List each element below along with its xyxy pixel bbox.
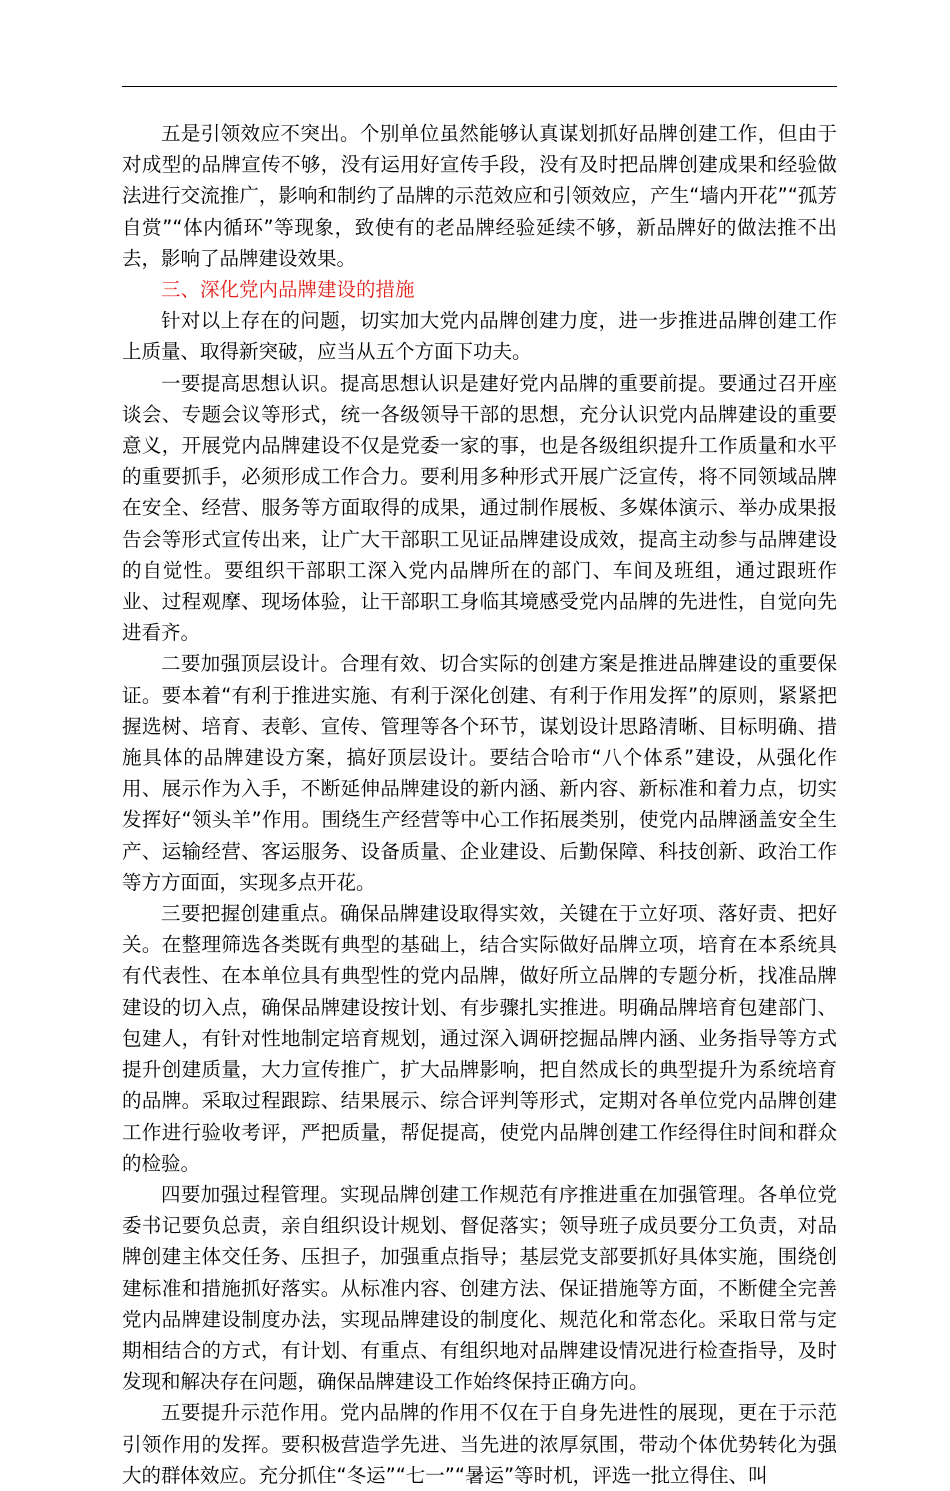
section-heading: 三、深化党内品牌建设的措施 <box>161 278 415 302</box>
header-rule <box>122 86 837 87</box>
paragraph-weakness-five: 五是引领效应不突出。个别单位虽然能够认真谋划抓好品牌创建工作，但由于对成型的品牌宣传不够，没有运用好宣传手段，没有及时把品牌创建成果和经验做法进行交流推广，影响和制约了品牌的示范效应和引领效应，产生“墙内开花”“孤芳自赏”“体内循环”等现象，致使有的老品牌经验延续不够，新品牌好的做法推不出去，影响了品牌建设效果。 <box>122 122 837 270</box>
paragraph-measure-four: 四要加强过程管理。实现品牌创建工作规范有序推进重在加强管理。各单位党委书记要负总责，亲自组织设计规划、督促落实；领导班子成员要分工负责，对品牌创建主体交任务、压担子，加强重点指导；基层党支部要抓好具体实施，围绕创建标准和措施抓好落实。从标准内容、创建方法、保证措施等方面，不断健全完善党内品牌建设制度办法，实现品牌建设的制度化、规范化和常态化。采取日常与定期相结合的方式，有计划、有重点、有组织地对品牌建设情况进行检查指导，及时发现和解决存在问题，确保品牌建设工作始终保持正确方向。 <box>122 1182 837 1394</box>
paragraph-measure-one: 一要提高思想认识。提高思想认识是建好党内品牌的重要前提。要通过召开座谈会、专题会议等形式，统一各级领导干部的思想，充分认识党内品牌建设的重要意义，开展党内品牌建设不仅是党委一家的事，也是各级组织提升工作质量和水平的重要抓手，必须形成工作合力。要利用多种形式开展广泛宣传，将不同领域品牌在安全、经营、服务等方面取得的成果，通过制作展板、多媒体演示、举办成果报告会等形式宣传出来，让广大干部职工见证品牌建设成效，提高主动参与品牌建设的自觉性。要组织干部职工深入党内品牌所在的部门、车间及班组，通过跟班作业、过程观摩、现场体验，让干部职工身临其境感受党内品牌的先进性，自觉向先进看齐。 <box>122 371 837 645</box>
paragraph-measure-two: 二要加强顶层设计。合理有效、切合实际的创建方案是推进品牌建设的重要保证。要本着“有利于推进实施、有利于深化创建、有利于作用发挥”的原则，紧紧把握选树、培育、表彰、宣传、管理等各个环节，谋划设计思路清晰、目标明确、措施具体的品牌建设方案，搞好顶层设计。要结合哈市“八个体系”建设，从强化作用、展示作为入手，不断延伸品牌建设的新内涵、新内容、新标准和着力点，切实发挥好“领头羊”作用。围绕生产经营等中心工作拓展类别，使党内品牌涵盖安全生产、运输经营、客运服务、设备质量、企业建设、后勤保障、科技创新、政治工作等方方面面，实现多点开花。 <box>122 652 837 894</box>
paragraph-measure-five: 五要提升示范作用。党内品牌的作用不仅在于自身先进性的展现，更在于示范引领作用的发挥。要积极营造学先进、当先进的浓厚氛围，带动个体优势转化为强大的群体效应。充分抓住“冬运”“七一”“暑运”等时机，评选一批立得住、叫 <box>122 1401 837 1487</box>
paragraph-measure-three: 三要把握创建重点。确保品牌建设取得实效，关键在于立好项、落好责、把好关。在整理筛选各类既有典型的基础上，结合实际做好品牌立项，培育在本系统具有代表性、在本单位具有典型性的党内品牌，做好所立品牌的专题分析，找准品牌建设的切入点，确保品牌建设按计划、有步骤扎实推进。明确品牌培育包建部门、包建人，有针对性地制定培育规划，通过深入调研挖掘品牌内涵、业务指导等方式提升创建质量，大力宣传推广，扩大品牌影响，把自然成长的典型提升为系统培育的品牌。采取过程跟踪、结果展示、综合评判等形式，定期对各单位党内品牌创建工作进行验收考评，严把质量，帮促提高，使党内品牌创建工作经得住时间和群众的检验。 <box>122 902 837 1175</box>
document-body <box>122 118 837 1491</box>
paragraph-intro: 针对以上存在的问题，切实加大党内品牌创建力度，进一步推进品牌创建工作上质量、取得新突破，应当从五个方面下功夫。 <box>122 309 837 364</box>
